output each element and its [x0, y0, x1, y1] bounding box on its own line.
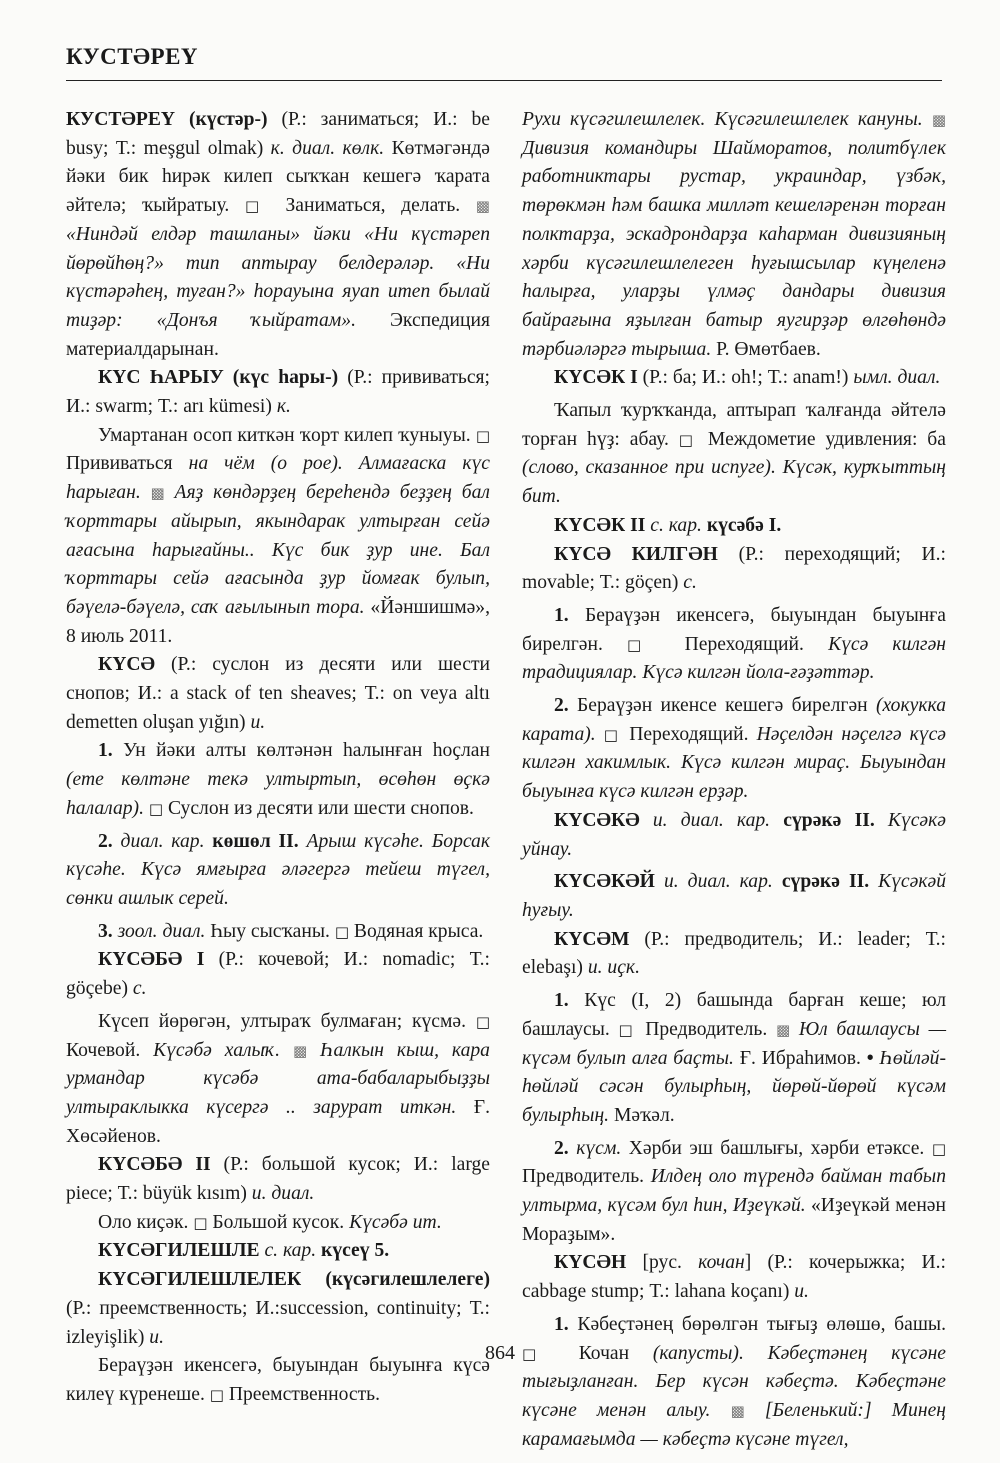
- entry-kuse-kilgen-sense-1: 1. Бераүҙән икенсегә, быуындан быуынға бирелгән. □ Переходящий. Күсә килгән традициялар. Күсә килгән йола-ғәҙәттәр.: [522, 604, 946, 684]
- entry-kusekey: КҮСӘКӘЙ и. диал. кар. сүрәкә II. Күсәкәй һуғыу.: [522, 871, 946, 921]
- entry-kuse-sense-3: 3. зоол. диал. Һыу сысҡаны. □ Водяная крыса.: [98, 920, 484, 942]
- entry-kusebe-1-def: Күсеп йөрөгән, ултыраҡ булмаған; күсмә. □ Кочевой. Күсәбә халыҡ. ▩ Һалкын кыш, кара урмандар күсәбә ата-бабаларыбыҙҙы ултыраклыкка күсергә .. зарурат иткән. Ғ. Хөсәйенов.: [66, 1010, 491, 1147]
- entry-kusegileshlelek: КҮСӘГИЛЕШЛЕЛЕК (күсәгилешлелеге) (Р.: преемственность; И.:succession, continuity; Т.: izleyişlik) и.: [66, 1269, 490, 1348]
- entry-kusek-1: КҮСӘК I (Р.: ба; И.: oh!; Т.: anam!) ымл. диал.: [554, 367, 941, 389]
- entry-kuse: КҮСӘ (Р.: суслон из десяти или шести снопов; И.: a stack of ten sheaves; Т.: on veya altı demetten oluşan yığın) и.: [66, 654, 490, 733]
- page-number: 864: [485, 1342, 515, 1364]
- running-header: КУСТӘРЕҮ: [66, 44, 199, 69]
- entry-kus-haryu: КҮС ҺАРЫУ (күс һары-) (Р.: прививаться; И.: swarm; Т.: arı kümesi) к.: [66, 367, 490, 418]
- entry-kusebe-2-def: Оло киҫәк. □ Большой кусок. Күсәбә ит.: [98, 1211, 442, 1233]
- left-column: [66, 106, 490, 1410]
- entry-kusegileshle: КҮСӘГИЛЕШЛЕ с. кар. күсеү 5.: [98, 1240, 390, 1262]
- entry-kusterey: КУСТӘРЕҮ (күстәр-) (Р.: заниматься; И.: be busy; Т.: meşgul olmak) к. диал. көлк. Көтмәгәндә йәки бик һирәк килеп сыҡҡан кешегә ҡарата әйтелә; ҡыйратыу. □ Заниматься, делать. ▩ «Ниндәй елдәр ташланы» йәки «Ни күстәреп йөрөйһөң?» тип аптырау белдерәләр. «Ни күстәрәһең, туған?» һорауына яуап итеп былай тиҙәр: «Донъя ҡыйратам». Экспедиция материалдарынан.: [66, 109, 490, 360]
- entry-kusebe-1: КҮСӘБӘ I (Р.: кочевой; И.: nomadic; Т.: göçebe) с.: [66, 949, 490, 1000]
- right-column: [522, 106, 946, 1454]
- entry-kusebe-2: КҮСӘБӘ II (Р.: большой кусок; И.: large piece; Т.: büyük kısım) и. диал.: [66, 1154, 490, 1205]
- entry-kusem-sense-2: 2. күсм. Хәрби эш башлығы, хәрби етәксе. □ Предводитель. Илдең оло түрендә байман табып ултырма, күсәм бул һин, Иҙеүкәй. «Иҙеүкәй менән Мораҙым».: [522, 1137, 946, 1245]
- entry-kusegileshlelek-def: Бераүҙән икенсегә, быуындан быуынға күсә килеү күренеше. □ Преемственность.: [66, 1355, 490, 1405]
- entry-kusen-sense-1: 1. Кәбеҫтәнең бөрөлгән тығыҙ өлөшө, башы. □ Кочан (капусты). Кәбеҫтәнең күсәне тығыҙланған. Бер күсән кәбеҫтә. Кәбеҫтәне күсәне менән алыу. ▩ [Беленький:] Минең карамағымда — кәбеҫтә күсәне түгел,: [522, 1313, 946, 1450]
- entry-kusem-sense-1: 1. Күс (I, 2) башында барған кеше; юл башлаусы. □ Предводитель. ▩ Юл башлаусы — күсәм булып алға баҫты. Ғ. Ибраһимов. • Һөйләй-һөйләй сәсән булырһың, йөрөй-йөрөй күсәм булырһың. Мәҡәл.: [522, 990, 946, 1126]
- entry-kuse-sense-2: 2. диал. кар. көшөл II. Арыш күсәһе. Борсак күсәһе. Күсә ямғырға әләгергә тейеш түгел, сөнки ашлык серей.: [66, 830, 491, 909]
- entry-kusen: КҮСӘН [рус. кочан] (Р.: кочерыжка; И.: cabbage stump; Т.: lahana koçanı) и.: [522, 1252, 946, 1303]
- entry-kusem: КҮСӘМ (Р.: предводитель; И.: leader; Т.: elebaşı) и. иҫк.: [522, 928, 946, 979]
- entry-kusegileshlelek-examples: Рухи күсәгилешлелек. Күсәгилешлелек кануны. ▩ Дивизия командиры Шайморатов, политбүлек работниктары рустар, украиндар, үзбәк, төрөкмән һәм башка милләт кешеләренән торған полктарҙа, эскадрондарҙа каһарман дивизияның хәрби күсәгилешлелеген һуғышсылар күңеленә һалырға, уларҙы үлмәҫ дандары дивизия байрағына яҙылған батыр яугирҙәр өлгөһөндә тәрбиәләргә тырыша. Р. Өмөтбаев.: [522, 109, 946, 360]
- entry-kus-haryu-def: Умартанан осоп киткән ҡорт килеп ҡуныуы. □ Прививаться на чём (о рое). Алмағаска күс һарыған. ▩ Аяҙ көндәрҙең береһендә беҙҙең бал ҡорттары айырып, якындарак ултырған сейә ағасына һарығайны.. Күс бик ҙур ине. Бал ҡорттары сейә ағасында ҙур йомғак булып, бәүелә-бәүелә, саҡ ағылынып тора. «Йәншишмә», 8 июль 2011.: [66, 424, 491, 647]
- entry-kusek-2: КҮСӘК II с. кар. күсәбә I.: [554, 514, 782, 536]
- entry-kusek-1-def: Ҡапыл ҡурҡҡанда, аптырап ҡалғанда әйтелә торған һүҙ: абау. □ Междометие удивления: ба (слово, сказанное при испуге). Күсәк, курҡыттың бит.: [522, 400, 946, 508]
- entry-kuseke: КҮСӘКӘ и. диал. кар. сүрәкә II. Күсәкә уйнау.: [522, 809, 946, 860]
- entry-kuse-kilgen: КҮСӘ КИЛГӘН (Р.: переходящий; И.: movable; Т.: göçen) с.: [522, 543, 946, 594]
- entry-kuse-kilgen-sense-2: 2. Бераүҙән икенсе кешегә бирелгән (хокукка карата). □ Переходящий. Нәҫелдән нәҫелгә күсә килгән хакимлык. Күсә килгән мираҫ. Быуындан быуынға күсә килгән ерҙәр.: [522, 695, 946, 803]
- header-rule: [66, 80, 942, 81]
- entry-kuse-sense-1: 1. Ун йәки алты көлтәнән һалынған һоҫлан (ете көлтәне текә ултыртып, өсөһөн өҫкә һалалар). □ Суслон из десяти или шести снопов.: [66, 740, 490, 819]
